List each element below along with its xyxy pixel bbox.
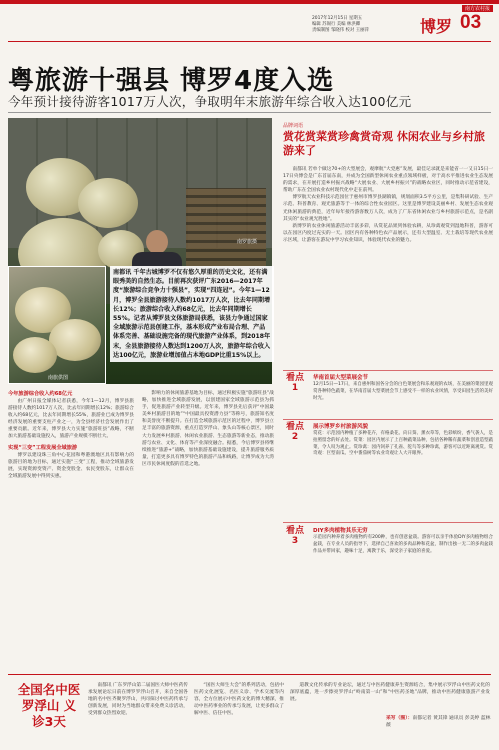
highlight-title: 展示博罗乡村旅游风貌	[313, 424, 369, 430]
highlight-tag-text: 看点	[285, 373, 304, 383]
paragraph: 道教文化传承的专业论坛，通过与中医药健康养生资源结合，集中展示罗浮山中医药文化的深厚底蕴，进一步擦亮罗浮山“岭南第一山”和“中医药圣地”品牌，推动中医药健康旅游产业发展。	[290, 683, 490, 703]
highlight-2	[283, 422, 493, 522]
right-article-title: 赏花赏菜赏珍禽赏奇观 休闲农业与乡村旅游来了	[283, 130, 485, 157]
bottom-column-3	[290, 682, 490, 714]
highlight-rule	[283, 522, 493, 523]
header-rule	[8, 41, 491, 42]
paragraph: 南都讯 广东罗浮山第二届国医大师中医药传承发展论坛日前在博罗罗浮山召开，来自全国各地的名中医齐聚罗浮山，共同探讨中医药传承与创新发展，同时为当地群众带来免费义诊活动，受到群众热烈欢迎。	[88, 683, 188, 717]
pumpkin-shape	[13, 337, 57, 373]
right-article-body	[283, 166, 493, 244]
inset-photo	[8, 266, 106, 384]
lower-left-column	[8, 390, 134, 480]
inset-credit: 南旅供图	[48, 375, 69, 381]
editor-line: 编辑 苏锡行 美编 林洪卿	[312, 22, 361, 27]
highlight-rule	[283, 370, 493, 371]
highlight-body: 赏花：示范园内种植了多种花卉，有格桑花、向日葵、薰衣草等，色彩缤纷，香气袭人，是拍照留念的好去处。赏菜：园区内展示了上百种蔬菜品种，包括各种稀有蔬菜和创意造型蔬菜，令人叹为观止。赏珍禽：园内饲养了孔雀、鸵鸟等多种珍禽，游客可以近距离观赏。赏奇观：巨型南瓜、空中番茄树等农业奇观让人大开眼界。	[313, 431, 493, 457]
page-number: 03	[460, 12, 482, 33]
photo-credit: 南罗旅摄	[237, 239, 258, 245]
lower-middle-column	[142, 390, 274, 468]
headline-rule	[8, 112, 491, 113]
paragraph: 新博罗的农业休闲旅游活动丰富多彩，从赏花品果到体验农耕，从珍禽观赏到湿地科普，游客可以在园区内度过充实的一天。园区内有各种特色农产品展示，还有大型温室、无土栽培等现代农业展示区域，让游客在游玩中学习农业知识，体验现代农业的魅力。	[283, 223, 493, 243]
highlight-rule	[283, 419, 493, 420]
paragraph: 南都讯 若单个做这70+的大型展会，观摩航“大党惠”发展，最佳记录就是来能省一一又日15日一17日央博会是广东首届东南，并成为全国新型休闲农业重点领域样板，对于高水平推进农业生态发展的需求，在开展打造乡村振兴战略“大展农业、大展乡村振兴”的战略农业区，同时推动示范省建设，帮助广东在全国农业农村现代化中走在前列。	[283, 167, 493, 194]
photo-caption: 南都讯 千年古城博罗不仅有悠久厚重的历史文化，还有满眼秀美的自然生态。目前再次获评广东2016—2017年度“旅游综合竞争力十强县”，实现“四连冠”。今年1—12月，博罗全县旅游接待人数约1017万人次，比去年同期增长12%；旅游综合收入约68亿元，比去年同期增长55%。记者从博罗县文体旅游局获悉，该县力争通过国家全域旅游示范县创建工作，基本形成产业布局合理、产品体系完善、基础设施完备的现代旅游产业体系，到2018年末，全县旅游接待人数达到1200万人次，旅游年综合收入达100亿元，旅游业增加值占本地GDP比重15%以上。	[110, 266, 274, 362]
highlight-title: 华南首届大型菜展会节	[313, 375, 369, 381]
highlight-tag-text: 看点	[285, 526, 304, 536]
lower-left-heading-a: 今年旅游综合收入约68亿元	[8, 391, 73, 397]
highlight-tag-number: 3	[291, 536, 299, 546]
highlight-tag	[283, 422, 307, 442]
highlight-body: 12月15日—17日，来自惠州和国各分会的白色菜展会和乐观观的农场，在美丽的菜园里观赏各种特色蔬菜，在华南首届大型菜展会节上感受不一样的农业风情，享受田园生活的美好时光。	[313, 382, 493, 401]
pumpkin-shape	[78, 178, 138, 228]
bottom-column-2	[194, 682, 284, 717]
highlight-tag-number: 1	[291, 383, 299, 393]
bottom-separator	[8, 674, 491, 675]
top-color-bar	[0, 0, 499, 4]
bottom-byline	[386, 715, 491, 729]
highlight-tag-number: 2	[291, 432, 299, 442]
paragraph: 博罗以建设珠三角中心花园和粤港澳地区具有影响力的旅游目的地为目标，通过实施“三变”工程，推动全域旅游发展，实现资源变资产、资金变股金、农民变股东，让群众在全域旅游发展中得到实惠。	[8, 452, 134, 479]
main-headline: 粤旅游十强县 博罗4度入选	[8, 66, 335, 96]
bottom-column-1	[88, 682, 188, 717]
highlight-title: DIY多肉植物其乐无穷	[313, 528, 368, 534]
header-meta	[312, 16, 412, 34]
byline-label: 采写（图）：	[386, 716, 413, 721]
main-subheadline: 今年预计接待游客1017万人次，争取明年末旅游年综合收入达100亿元	[8, 94, 412, 109]
paragraph: “国医大师生大会”的系列活动，包括中医药文化展览、名医义诊、学术交流等内容，全方位展示中医药文化的博大精深，推动中医药事业的传承与发展，让更多群众了解中医、信任中医。	[194, 683, 284, 717]
person-head	[146, 230, 168, 254]
byline-names: 南都记者 黄其锋 通讯员 彭美婷 蓝林薇	[386, 716, 491, 729]
date-line: 2017年12月15日 星期五	[312, 16, 363, 21]
paper-name: 南方农村报	[462, 5, 493, 12]
section-name: 博罗	[420, 17, 453, 36]
paragraph: 博罗航天农业科技示范园位于惠州市博罗县湖镇镇，规划面积3.5平方公里，是集科研试验、生产示范、科普教育、观光旅游等于一体的综合性农业园区。这里是博罗建设美丽乡村、发展生态农业观光休闲旅游的典范，近年每年接待游客数万人次，成为了广东省休闲农业与乡村旅游示范点，是名副其实的“农业观光胜地”。	[283, 195, 493, 222]
lower-left-heading-b: 实现“三变”工程发展全域旅游	[8, 444, 78, 451]
proof-line: 责编制图 邹晓伟 校对 王丽萍	[312, 28, 369, 33]
highlight-tag-text: 看点	[285, 422, 304, 432]
highlight-body: 示范园内种养着多肉植物约有200种，也有创意盆栽。游客可以亲手体验DIY多肉植物组合盆栽，在专业人员的指导下，选择自己喜欢的多肉品种和花盆，制作出独一无二的多肉盆栽作品并带回家，趣味十足，寓教于乐，深受亲子家庭的喜爱。	[313, 535, 493, 554]
highlight-1	[283, 373, 493, 423]
highlight-3	[283, 526, 493, 606]
right-kicker: 品牌词语	[283, 123, 304, 129]
bottom-story-title: 全国名中医 罗浮山 义诊3天	[17, 682, 81, 729]
highlight-tag	[283, 526, 307, 546]
paragraph: 影响力的休闲旅游基地为目标，通过积极实施“旅游旺县”战略，加快推进全域旅游发展，以创建国家全域旅游示范县为抓手，促进旅游产业转型升级。近年来，博罗县先后获评“中国最美乡村旅游目的地”“中国最具投资潜力县”等称号，旅游知名度和美誉度不断提升。在打造全域旅游示范区的过程中，博罗县立足丰富的旅游资源，重点打造罗浮山、象头山等核心景区，同时大力发展乡村旅游、休闲农业旅游、生态旅游等新业态，推动旅游与农业、文化、体育等产业深度融合。据悉，今后博罗县将继续推进“旅游+”战略，加快旅游基础设施建设，提升旅游服务质量，打造更多具有博罗特色的旅游产品和线路，让博罗成为大湾区市民休闲度假的首选之地。	[142, 391, 274, 467]
paragraph: 由广州日报全媒体记者获悉，今年1—12月，博罗县旅游接待人数约1017万人次，比去年同期增长12%；旅游综合收入约68亿元，比去年同期增长55%，旅游业已成为博罗县经济发展的重要支柱产业之一，为全县经济社会发展作出了重要贡献。近年来，博罗县大力实施“旅游旺县”战略，不断加大旅游基础设施投入，旅游产业规模不断壮大。	[8, 399, 134, 440]
highlight-tag	[283, 373, 307, 393]
